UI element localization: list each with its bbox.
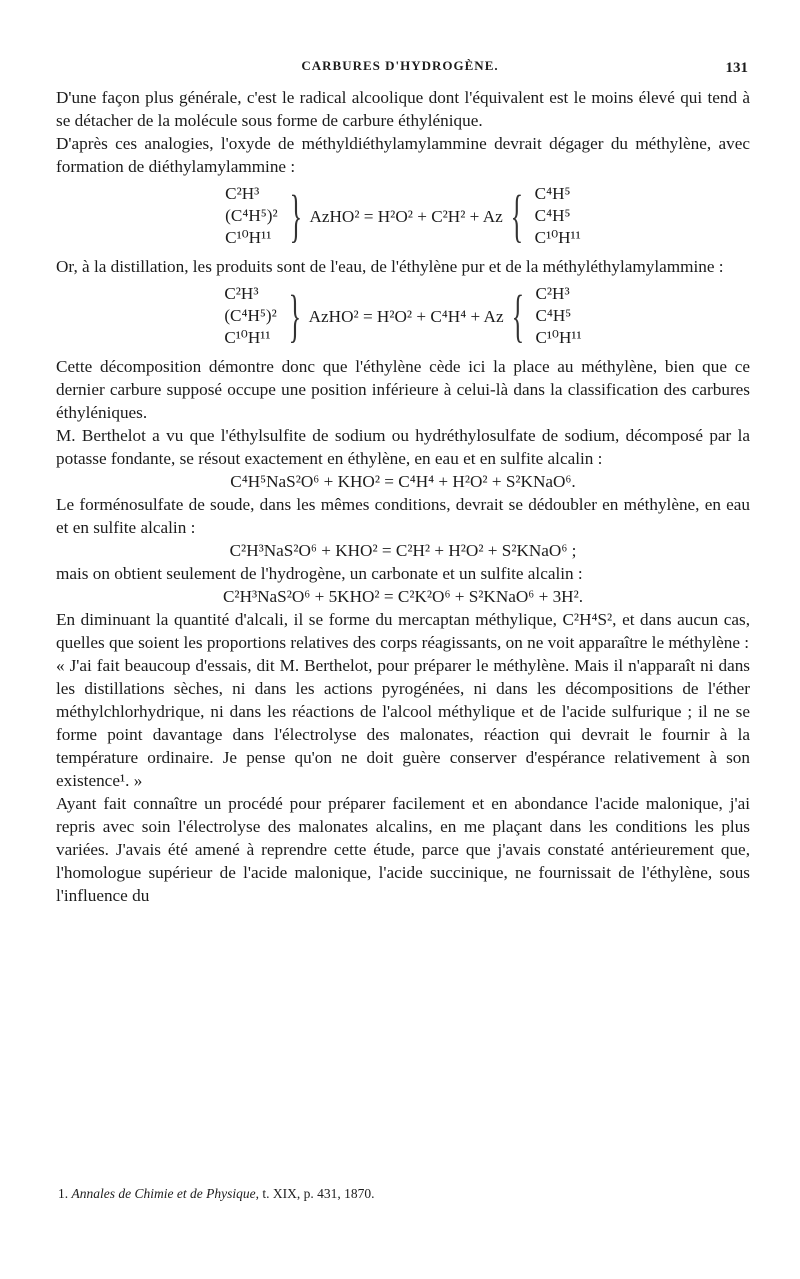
paragraph-8: En diminuant la quantité d'alcali, il se forme du mercaptan méthylique, C²H⁴S², et dans aucun cas, quelles que soient les proportions relatives des corps réagissants, on ne voit apparaître le méthylène : [56,610,750,652]
right-brace: } [289,183,302,248]
footnote-marker: 1. [58,1186,69,1201]
formula-term: (C⁴H⁵)² [225,206,278,225]
running-head: CARBURES D'HYDROGÈNE. [301,58,499,73]
paragraph-1: D'une façon plus générale, c'est le radical alcoolique dont l'équivalent est le moins élevé qui tend à se détacher de la molécule sous forme de carbure éthylénique. [56,88,750,130]
footnote [58,1186,374,1202]
formula-5: C²H³NaS²O⁶ + 5KHO² = C²K²O⁶ + S²KNaO⁶ + 3H². [222,587,584,606]
formula-4: C²H³NaS²O⁶ + KHO² = C²H² + H²O² + S²KNaO⁶ ; [229,541,577,560]
paragraph-10: Ayant fait connaître un procédé pour préparer facilement et en abondance l'acide malonique, j'ai repris avec soin l'électrolyse des malonates alcalins, en me plaçant dans les conditions les plus variées. J'avais été amené à reprendre cette étude, parce que j'avais constaté antérieurement que, l'homologue supérieur de l'acide malonique, l'acide succinique, ne fournissait de l'éthylène, sous l'influence du [56,794,750,905]
paragraph-5: M. Berthelot a vu que l'éthylsulfite de sodium ou hydréthylosulfate de sodium, décomposé par la potasse fondante, se résout exactement en éthylène, en eau et en sulfite alcalin : [56,426,750,468]
paragraph-3: Or, à la distillation, les produits sont de l'eau, de l'éthylène pur et de la méthyléthylamylammine : [56,257,724,276]
formula-term: C⁴H⁵ [534,184,571,203]
paragraph-6: Le forménosulfate de soude, dans les mêmes conditions, devrait se dédoubler en méthylène, en eau et en sulfite alcalin : [56,495,750,537]
formula-term: C²H³ [224,284,259,303]
formula-term: C¹⁰H¹¹ [534,228,581,247]
formula-2-left-group [224,283,276,349]
formula-2-equation: AzHO² = H²O² + C⁴H⁴ + Az [308,306,504,326]
footnote-reference: , t. XIX, p. 431, 1870. [255,1186,375,1201]
formula-1-equation: AzHO² = H²O² + C²H² + Az [309,206,503,226]
formula-1 [56,183,750,249]
left-brace: { [511,283,524,348]
formula-term: (C⁴H⁵)² [224,306,277,325]
page-body [56,86,750,907]
formula-term: C¹⁰H¹¹ [225,228,272,247]
paragraph-2: D'après ces analogies, l'oxyde de méthyldiéthylamylammine devrait dégager du méthylène, avec formation de diéthylamylammine : [56,134,750,176]
formula-3: C⁴H⁵NaS²O⁶ + KHO² = C⁴H⁴ + H²O² + S²KNaO⁶. [230,472,576,491]
paragraph-7: mais on obtient seulement de l'hydrogène, un carbonate et un sulfite alcalin : [56,564,583,583]
formula-1-left-group [225,183,277,249]
formula-term: C¹⁰H¹¹ [535,328,582,347]
formula-term: C²H³ [535,284,570,303]
formula-term: C⁴H⁵ [534,206,571,225]
left-brace: { [510,183,523,248]
footnote-journal: Annales de Chimie et de Physique [71,1186,256,1201]
paragraph-4: Cette décomposition démontre donc que l'éthylène cède ici la place au méthylène, bien que ce dernier carbure supposé occupe une position inférieure à celui-là dans la classification des carbures éthyléniques. [56,357,750,422]
formula-1-right-group [535,183,581,249]
formula-term: C²H³ [225,184,260,203]
formula-2-right-group [535,283,581,349]
right-brace: } [288,283,301,348]
formula-term: C¹⁰H¹¹ [224,328,271,347]
formula-term: C⁴H⁵ [535,306,572,325]
formula-2 [56,283,750,349]
page-number: 131 [725,60,748,76]
paragraph-9-quotation: « J'ai fait beaucoup d'essais, dit M. Berthelot, pour préparer le méthylène. Mais il n'apparaît ni dans les distillations sèches, ni dans les actions pyrogénées, ni dans les décompositions de l'éther méthylchlorhydrique, ni dans les réactions de l'alcool méthylique et de l'acide sulfurique ; il ne se forme point davantage dans l'électrolyse des malonates, réaction qui devrait le fournir à la température ordinaire. Je pense qu'on ne doit guère conserver d'espérance relativement à son existence¹. » [56,656,750,790]
